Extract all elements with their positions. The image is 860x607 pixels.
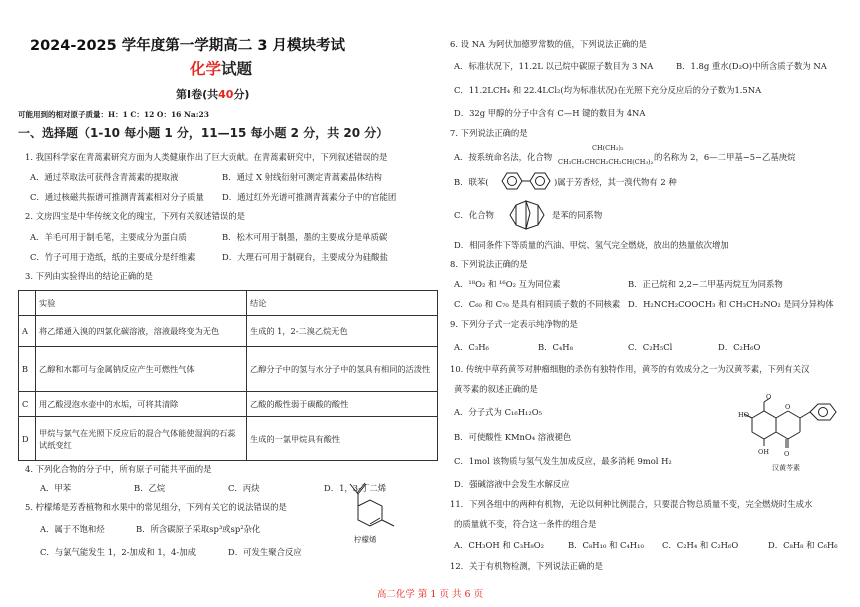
atomic-masses: 可能用到的相对原子质量：H：1 C：12 O：16 Na:23 xyxy=(18,110,209,119)
limonene-structure xyxy=(336,480,408,546)
q8-option-c: C．C₆₀ 和 C₇₀ 是具有相同质子数的不同核素 xyxy=(454,299,621,309)
q7-option-c-pre: C．化合物 xyxy=(454,210,494,220)
q10-stem-line1: 10. 传统中草药黄芩对肿瘤细胞的杀伤有独特作用，黄芩的有效成分之一为汉黄芩素，下列有关汉 xyxy=(450,364,810,374)
table-row: C 用乙酸浸泡水壶中的水垢，可将其清除 乙酸的酸性弱于碳酸的酸性 xyxy=(19,392,438,417)
q9-option-b: B．C₄H₈ xyxy=(538,342,573,352)
q7-option-b-pre: B．联苯( xyxy=(454,177,489,187)
q9-option-a: A．C₃H₆ xyxy=(454,342,489,352)
q10-option-d: D．强碱溶液中会发生水解反应 xyxy=(454,479,570,489)
q9-option-c: C．C₂H₅Cl xyxy=(628,342,673,352)
q7-option-c-post: 是苯的同系物 xyxy=(552,210,603,220)
q6-option-c: C．11.2LCH₄ 和 22.4LCl₂(均为标准状况)在光照下充分反应后的分子数为1.5NA xyxy=(454,85,762,95)
part-heading: 第Ⅰ卷(共40分) xyxy=(176,88,250,101)
q11-stem-line1: 11．下列各组中的两种有机物，无论以何种比例混合，只要混合物总质量不变，完全燃烧时生成水 xyxy=(450,499,813,509)
q3-table xyxy=(18,290,438,461)
q11-option-c: C．C₂H₄ 和 C₂H₆O xyxy=(662,540,739,550)
wogonin-structure xyxy=(738,394,848,474)
q6-stem: 6. 设 NA 为阿伏加德罗常数的值，下列说法正确的是 xyxy=(450,39,647,49)
q2-option-c: C．竹子可用于造纸，纸的主要成分是纤维素 xyxy=(30,252,196,262)
wogonin-label-o-carbonyl: O xyxy=(784,450,790,458)
q11-option-d: D．C₈H₈ 和 C₆H₆ xyxy=(768,540,838,550)
table-row: B 乙醇和水都可与金属钠反应产生可燃性气体 乙醇分子中的氢与水分子中的氢具有相同的活泼性 xyxy=(19,347,438,392)
wogonin-figure-label: 汉黄芩素 xyxy=(772,464,800,472)
q4-option-a: A．甲苯 xyxy=(40,483,72,493)
table-header-row xyxy=(19,291,438,316)
q8-option-a: A．¹⁸O₂ 和 ¹⁶O₂ 互为同位素 xyxy=(454,279,561,289)
exam-title: 2024-2025 学年度第一学期高二 3 月模块考试 xyxy=(30,38,345,54)
q7-formula-top: CH(CH₃)₂ xyxy=(592,144,624,152)
q5-option-b: B．所含碳原子采取sp³或sp²杂化 xyxy=(136,524,261,534)
q4-option-c: C．丙炔 xyxy=(228,483,260,493)
q10-option-c: C．1mol 该物质与氢气发生加成反应，最多消耗 9mol H₂ xyxy=(454,456,672,466)
q5-option-d: D．可发生聚合反应 xyxy=(228,547,302,557)
q6-option-a: A．标准状况下，11.2L 以己烷中碳原子数目为 3 NA xyxy=(454,61,654,71)
col-conclusion: 结论 xyxy=(247,291,438,316)
col-experiment: 实验 xyxy=(36,291,247,316)
q2-stem: 2. 文房四宝是中华传统文化的瑰宝，下列有关叙述错误的是 xyxy=(25,211,246,221)
q7-option-a-pre: A．按系统命名法，化合物 xyxy=(454,152,553,162)
q1-option-d: D．通过红外光谱可推测青蒿素分子中的官能团 xyxy=(222,192,397,202)
q1-option-a: A．通过萃取法可获得含青蒿素的提取液 xyxy=(30,172,179,182)
page-footer: 高二化学 第 1 页 共 6 页 xyxy=(376,589,484,600)
q11-option-a: A．CH₃OH 和 C₃H₈O₂ xyxy=(454,540,545,550)
q9-option-d: D．C₂H₆O xyxy=(718,342,761,352)
q7-formula-main: CH₃CH₂CHCH₂CH₂CH(CH₃)₂ xyxy=(558,158,654,166)
q3-stem: 3. 下列由实验得出的结论正确的是 xyxy=(25,271,153,281)
q1-option-c: C．通过核磁共振谱可推测青蒿素相对分子质量 xyxy=(30,192,204,202)
q4-option-d: D．1，3-丁二烯 xyxy=(324,483,387,493)
wogonin-label-o-ring: O xyxy=(785,403,791,411)
q4-stem: 4. 下列化合物的分子中，所有原子可能共平面的是 xyxy=(25,464,212,474)
q10-option-a: A．分子式为 C₁₆H₁₂O₅ xyxy=(454,407,542,417)
q7-option-b-post: )属于芳香烃，其一溴代物有 2 种 xyxy=(554,177,677,187)
section-heading: 一、选择题（1-10 每小题 1 分，11—15 每小题 2 分，共 20 分） xyxy=(18,126,389,140)
q11-stem-line2: 的质量就不变，符合这一条件的组合是 xyxy=(454,519,597,529)
q5-stem: 5. 柠檬烯是芳香植物和水果中的常见组分，下列有关它的说法错误的是 xyxy=(25,502,287,512)
wogonin-label-o-methoxy: O xyxy=(766,394,772,401)
wogonin-label-oh: OH xyxy=(758,448,769,456)
q2-option-a: A．羊毛可用于制毛笔，主要成分为蛋白质 xyxy=(30,232,187,242)
q8-option-d: D．H₂NCH₂COOCH₃ 和 CH₃CH₂NO₂ 是同分异构体 xyxy=(628,299,834,309)
q1-stem: 1. 我国科学家在青蒿素研究方面为人类健康作出了巨大贡献。在青蒿素研究中，下列叙述错误的是 xyxy=(25,152,388,162)
q11-option-b: B．C₈H₁₀ 和 C₄H₁₀ xyxy=(568,540,644,550)
q5-option-a: A．属于不饱和烃 xyxy=(40,524,105,534)
q5-option-c: C．与氯气能发生 1，2-加成和 1，4-加成 xyxy=(40,547,196,557)
limonene-label: 柠檬烯 xyxy=(354,535,377,544)
table-row: A 将乙烯通入溴的四氯化碳溶液，溶液最终变为无色 生成的 1，2-二溴乙烷无色 xyxy=(19,316,438,347)
q10-option-b: B．可使酸性 KMnO₄ 溶液褪色 xyxy=(454,432,572,442)
q7-option-a-post: 的名称为 2，6—二甲基−5−乙基庚烷 xyxy=(654,152,796,162)
q4-option-b: B．乙烷 xyxy=(134,483,166,493)
q2-option-b: B．松木可用于制墨，墨的主要成分是单质碳 xyxy=(222,232,388,242)
subject-title: 化学试题 xyxy=(190,60,253,78)
q2-option-d: D．大理石可用于制砚台，主要成分为硅酸盐 xyxy=(222,252,388,262)
q10-stem-line2: 黄芩素的叙述正确的是 xyxy=(454,384,538,394)
q9-stem: 9. 下列分子式一定表示纯净物的是 xyxy=(450,319,578,329)
wogonin-label-ho-top: HO xyxy=(738,411,749,419)
biphenyl-structure xyxy=(498,170,554,192)
q1-option-b: B．通过 X 射线衍射可测定青蒿素晶体结构 xyxy=(222,172,382,182)
q7-option-d: D．相同条件下等质量的汽油、甲烷、氢气完全燃烧，放出的热量依次增加 xyxy=(454,240,729,250)
table-row: D 甲烷与氯气在光照下反应后的混合气体能使湿润的石蕊试纸变红 生成的一氯甲烷具有酸性 xyxy=(19,417,438,461)
q8-stem: 8. 下列说法正确的是 xyxy=(450,259,528,269)
q12-stem: 12．关于有机物检测，下列说法正确的是 xyxy=(450,561,604,571)
triptycene-structure xyxy=(506,197,548,233)
q6-option-d: D．32g 甲醇的分子中含有 C—H 键的数目为 4NA xyxy=(454,108,646,118)
q7-stem: 7. 下列说法正确的是 xyxy=(450,128,528,138)
q6-option-b: B．1.8g 重水(D₂O)中所含质子数为 NA xyxy=(676,61,827,71)
q8-option-b: B．正己烷和 2,2−二甲基丙烷互为同系物 xyxy=(628,279,783,289)
